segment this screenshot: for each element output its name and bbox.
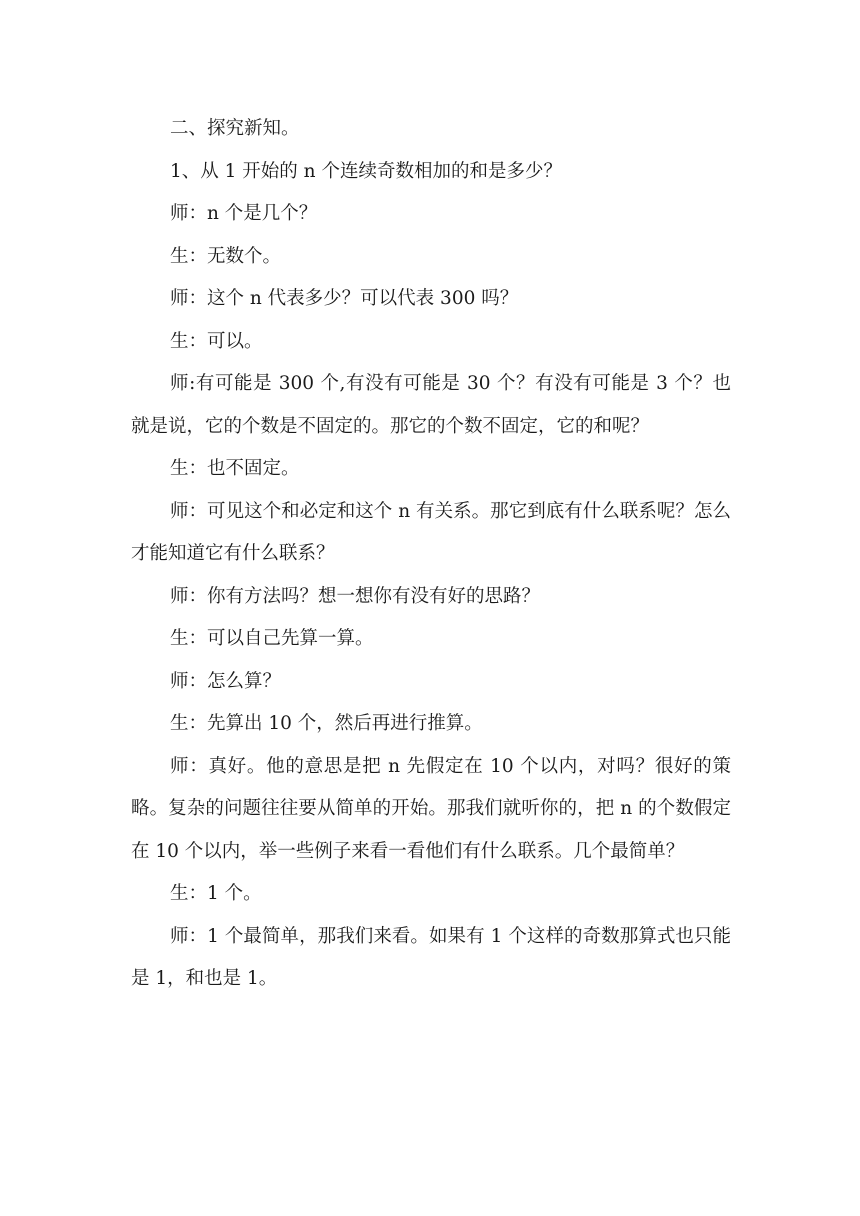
- dialogue-paragraph: 生：可以自己先算一算。: [170, 628, 374, 649]
- dialogue-paragraph: 师：你有方法吗？想一想你有没有好的思路？: [170, 585, 541, 607]
- dialogue-paragraph: 师：n 个是几个？: [170, 203, 318, 224]
- dialogue-paragraph: 师：怎么算？: [170, 670, 282, 692]
- question-paragraph: 1、从 1 开始的 n 个连续奇数相加的和是多少？: [170, 160, 562, 182]
- dialogue-paragraph: 师：1 个最简单，那我们来看。如果有 1 个这样的奇数那算式也只能是 1，和也是 1。: [131, 925, 731, 989]
- dialogue-paragraph: 师：可见这个和必定和这个 n 有关系。那它到底有什么联系呢？怎么才能知道它有什么联系？: [131, 500, 731, 564]
- dialogue-paragraph: 师：这个 n 代表多少？可以代表 300 吗？: [170, 288, 519, 309]
- dialogue-paragraph: 生：1 个。: [170, 883, 262, 904]
- dialogue-paragraph: 生：无数个。: [170, 245, 282, 267]
- dialogue-paragraph: 生：可以。: [170, 330, 263, 352]
- dialogue-paragraph: 师:有可能是 300 个,有没有可能是 30 个？有没有可能是 3 个？也就是说，它的个数是不固定的。那它的个数不固定，它的和呢？: [131, 373, 731, 437]
- document-body: [131, 108, 731, 1001]
- section-heading: 二、探究新知。: [170, 118, 300, 139]
- dialogue-paragraph: 师：真好。他的意思是把 n 先假定在 10 个以内，对吗？很好的策略。复杂的问题往往要从简单的开始。那我们就听你的，把 n 的个数假定在 10 个以内，举一些例子来看一看他们有什么联系。几个最简单？: [131, 755, 731, 862]
- dialogue-paragraph: 生：也不固定。: [170, 458, 300, 479]
- dialogue-paragraph: 生：先算出 10 个，然后再进行推算。: [170, 713, 483, 734]
